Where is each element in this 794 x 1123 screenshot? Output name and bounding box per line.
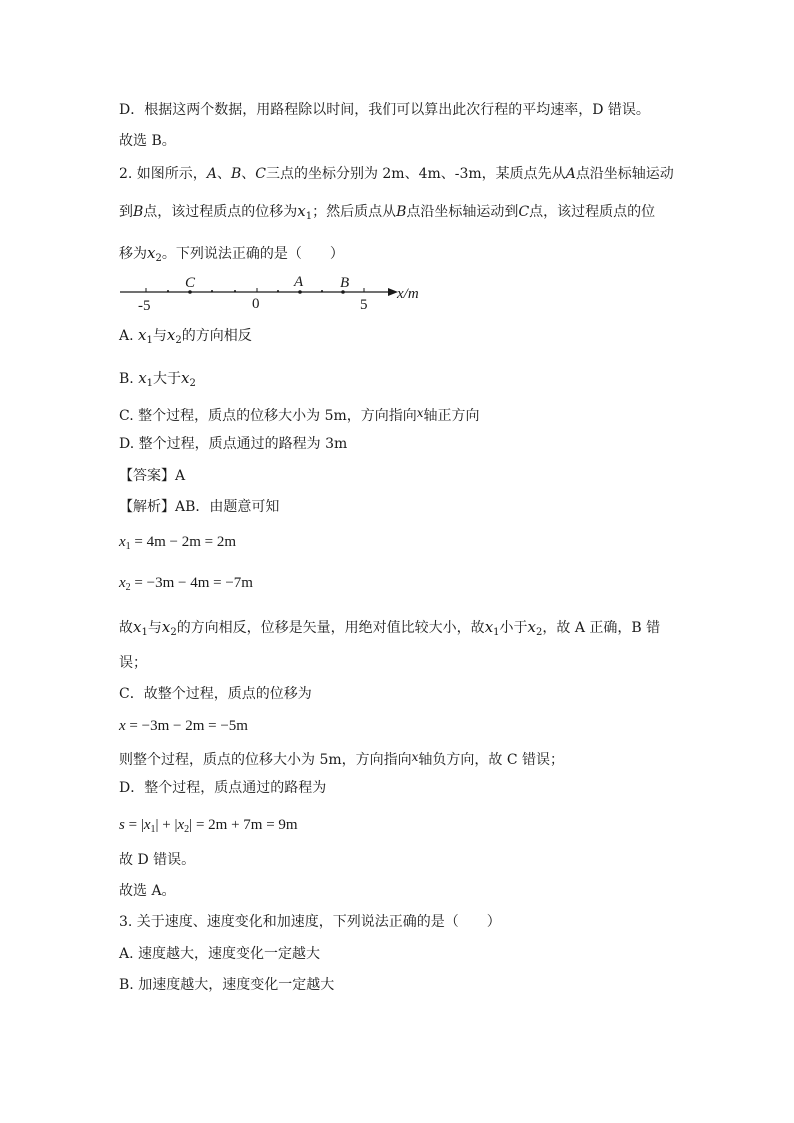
label-B: B <box>340 275 350 291</box>
text-line: 故 D 错误。 <box>119 852 196 868</box>
point-A <box>298 290 302 294</box>
option-a: A. $x_1$与$x_2$的方向相反 <box>119 326 252 346</box>
label-C: C <box>185 275 196 291</box>
equation-x2: $x_2 = -3m - 4m = -7m$ <box>119 575 253 593</box>
text-line: 误； <box>119 655 147 671</box>
equation-s: $s = |x_1| + |x_2| = 2m + 7m = 9m$ <box>119 817 298 835</box>
text-line: D．根据这两个数据，用路程除以时间，我们可以算出此次行程的平均速率，D 错误。 <box>119 102 650 118</box>
minor-tick <box>277 290 279 292</box>
minor-tick <box>234 290 236 292</box>
label-A: A <box>294 274 304 290</box>
question-2-line-1: 2. 如图所示，A、B、C三点的坐标分别为 2m、4m、-3m，某质点先从A点沿坐标轴运动 <box>119 166 674 182</box>
text-line: 则整个过程，质点的位移大小为 5m，方向指向x轴负方向，故 C 错误； <box>119 750 565 768</box>
axis-unit-label: x/m <box>397 286 419 302</box>
q3-option-b: B. 加速度越大，速度变化一定越大 <box>119 977 335 993</box>
equation-x1: $x_1 = 4m - 2m = 2m$ <box>119 534 237 552</box>
answer-line: 【答案】A <box>119 468 186 484</box>
text-line: 故选 B。 <box>119 133 176 149</box>
question-3: 3. 关于速度、速度变化和加速度，下列说法正确的是（ ） <box>119 914 501 930</box>
analysis-paragraph-1: 故$x_1$与$x_2$的方向相反，位移是矢量，用绝对值比较大小，故$x_1$小于$x_2$，故 A 正确，B 错 <box>119 618 661 638</box>
option-d: D. 整个过程，质点通过的路程为 3m <box>119 436 348 452</box>
tick-label: 5 <box>360 297 368 313</box>
minor-tick <box>211 290 213 292</box>
option-c: C. 整个过程，质点的位移大小为 5m，方向指向x轴正方向 <box>119 406 480 424</box>
minor-tick <box>167 290 169 292</box>
question-2-line-3: 移为$x_2$。下列说法正确的是（ ） <box>119 244 344 264</box>
number-line-figure <box>118 268 428 316</box>
text-line: D．整个过程，质点通过的路程为 <box>119 780 327 796</box>
q3-option-a: A. 速度越大，速度变化一定越大 <box>119 946 321 962</box>
tick-label: -5 <box>138 298 151 314</box>
equation-x: x = −3m − 2m = −5m <box>119 718 248 734</box>
option-b: B. $x_1$大于$x_2$ <box>119 369 196 389</box>
text-line: C．故整个过程，质点的位移为 <box>119 686 312 702</box>
minor-tick <box>321 290 323 292</box>
analysis-line: 【解析】AB．由题意可知 <box>119 499 280 515</box>
tick-label: 0 <box>252 296 260 312</box>
text-line: 故选 A。 <box>119 883 176 899</box>
question-2-line-2: 到B点，该过程质点的位移为$x_1$；然后质点从B点沿坐标轴运动到C点，该过程质点的位 <box>119 202 656 222</box>
